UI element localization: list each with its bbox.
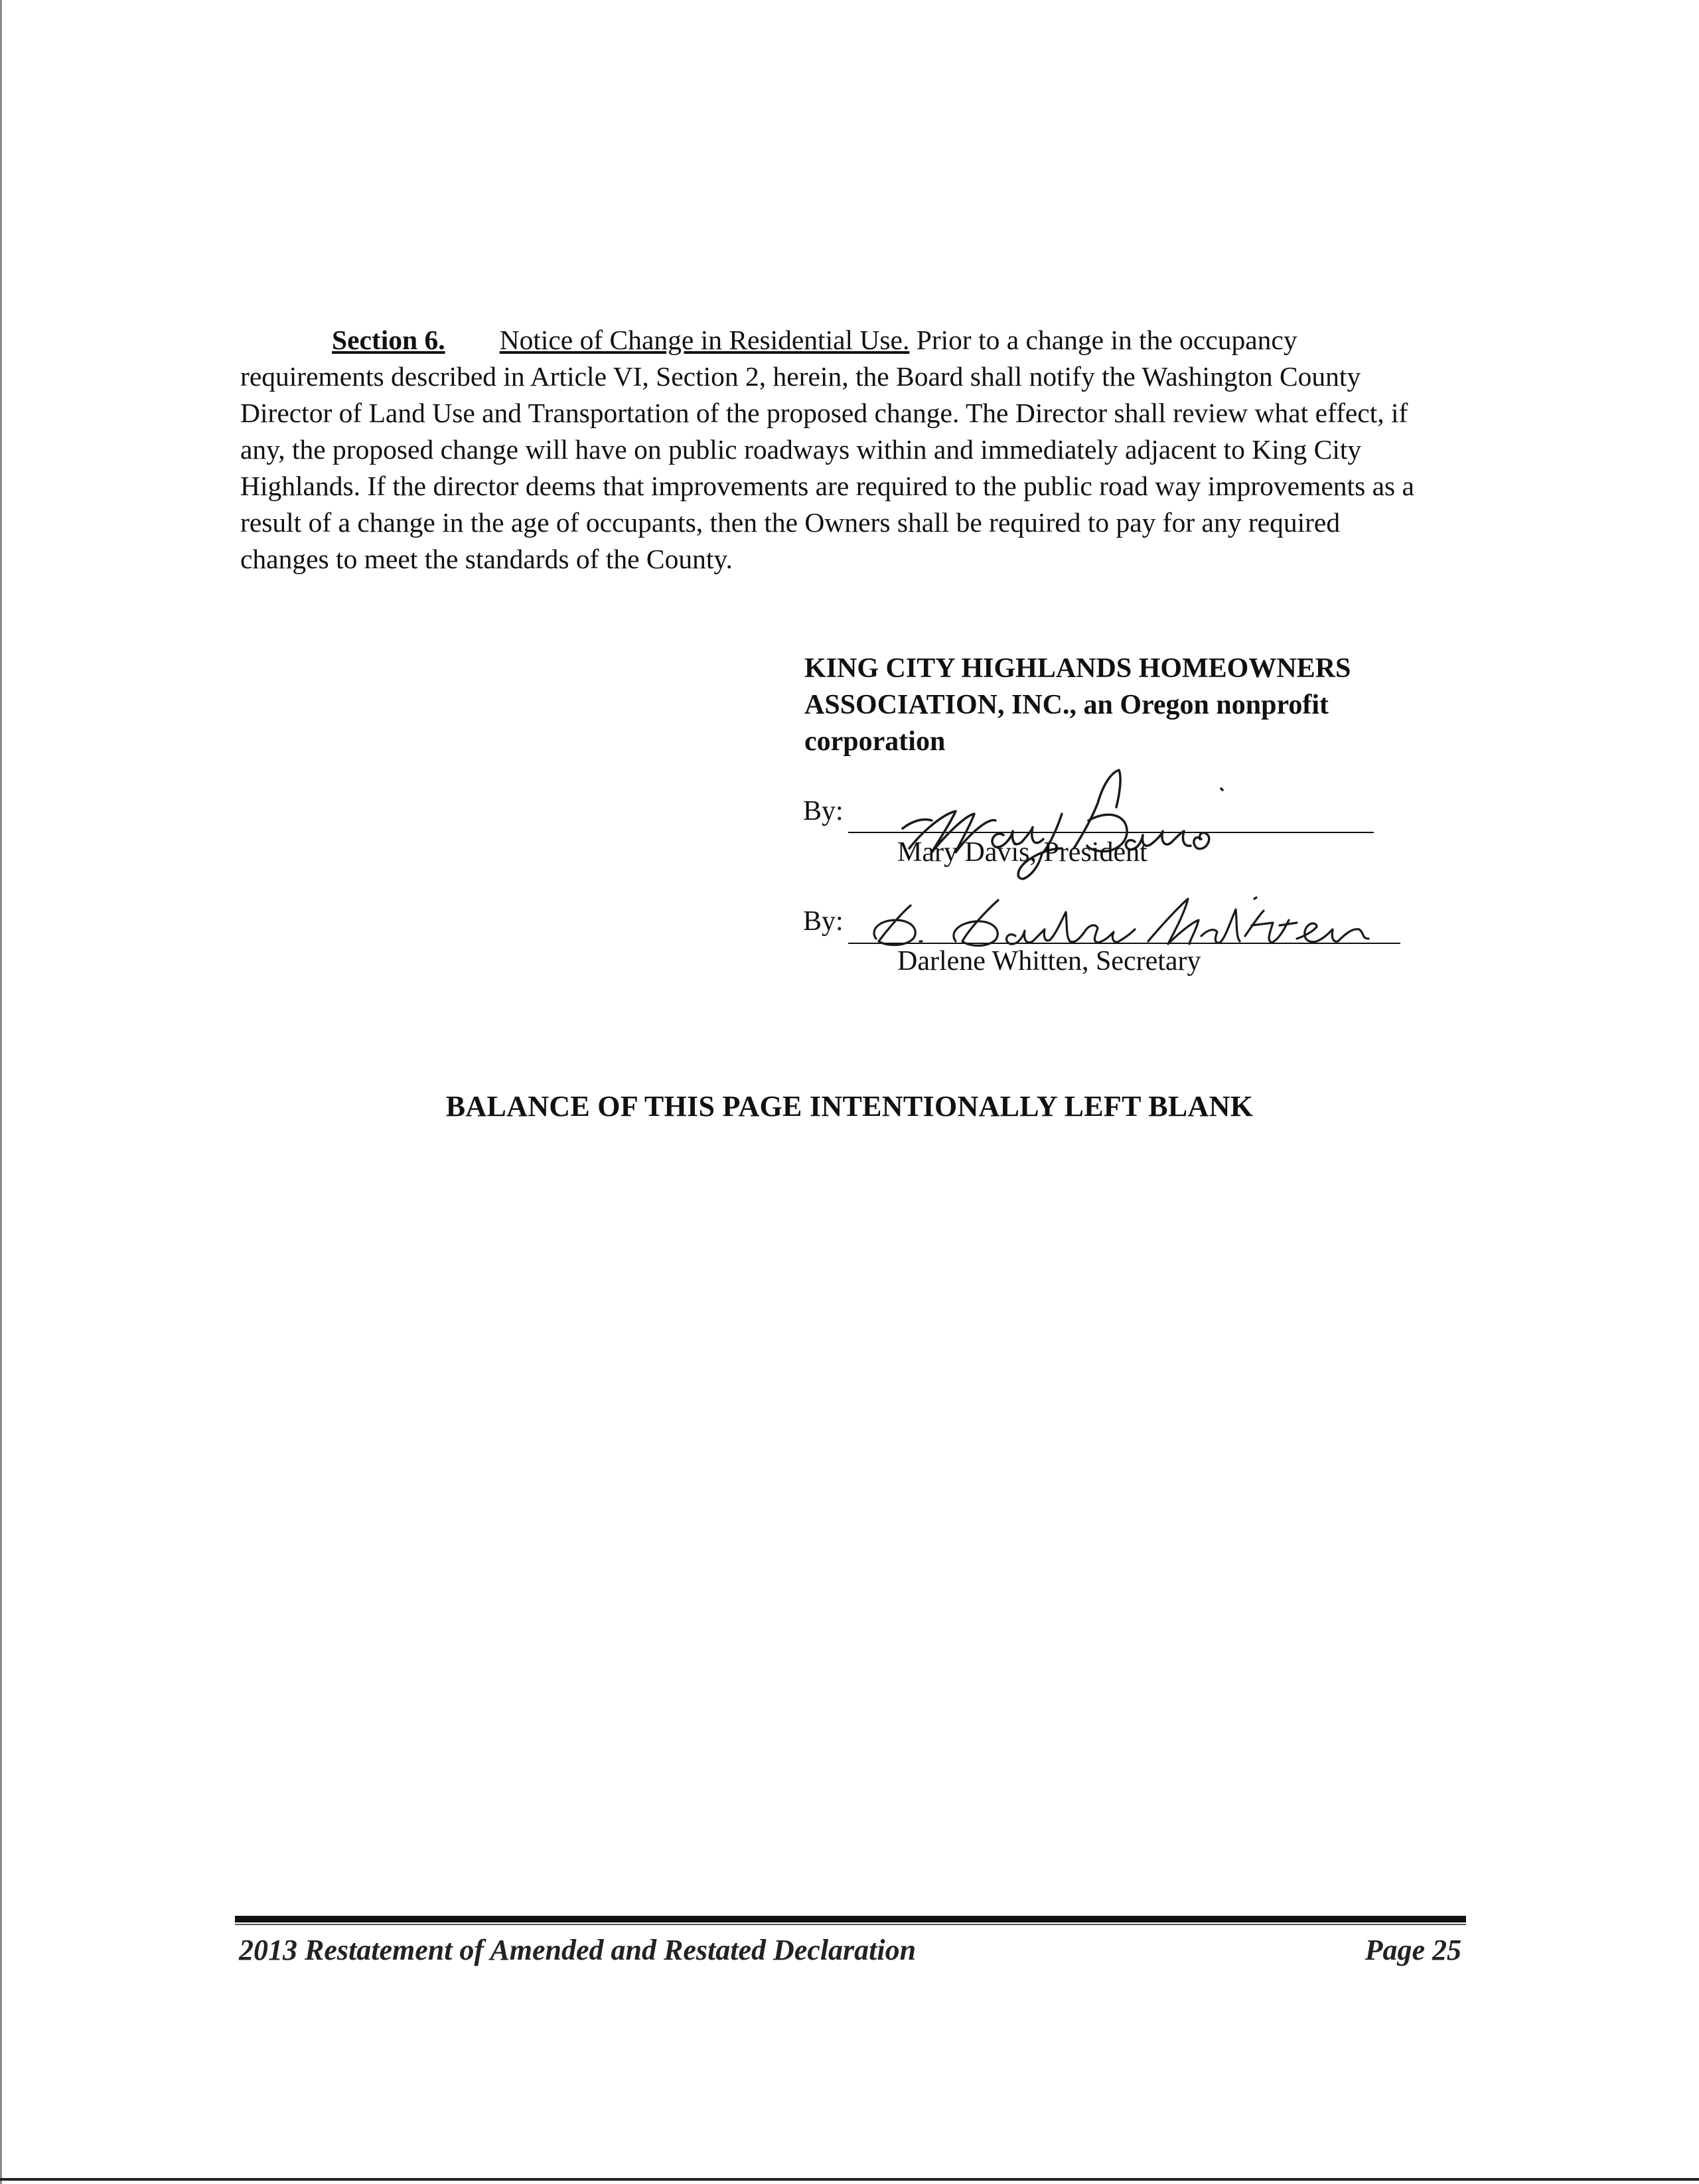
section-title: Notice of Change in Residential Use.	[499, 325, 910, 355]
president-name: Mary Davis, President	[897, 837, 1147, 868]
footer-rule-thin	[235, 1924, 1466, 1925]
secretary-name: Darlene Whitten, Secretary	[897, 946, 1201, 976]
intentionally-blank-notice: BALANCE OF THIS PAGE INTENTIONALLY LEFT BLANK	[445, 1090, 1254, 1123]
section-6-paragraph	[240, 322, 1435, 578]
by-label: By:	[803, 906, 844, 937]
scan-edge-bottom	[0, 2178, 1699, 2181]
by-label: By:	[803, 796, 844, 826]
association-name: KING CITY HIGHLANDS HOMEOWNERS ASSOCIATION, INC., an Oregon nonprofit corporation	[804, 653, 1351, 757]
section-number: Section 6.	[332, 325, 445, 355]
signature-line-secretary	[803, 905, 1467, 985]
footer-rule	[235, 1916, 1466, 1922]
footer-document-title: 2013 Restatement of Amended and Restated Declaration	[239, 1934, 917, 1966]
section-body: Prior to a change in the occupancy requirements described in Article VI, Section 2, herein, the Board shall notify the Washington County Director of Land Use and Transportation of the proposed change. The Director shall review what effect, if any, the proposed change will have on public roadways within and immediately adjacent to King City Highlands. If the director deems that improvements are required to the public road way improvements as a result of a change in the age of occupants, then the Owners shall be required to pay for any required changes to meet the standards of the County.	[240, 325, 1414, 574]
signature-line-president	[803, 795, 1440, 875]
footer-page-number: Page 25	[1365, 1934, 1461, 1966]
